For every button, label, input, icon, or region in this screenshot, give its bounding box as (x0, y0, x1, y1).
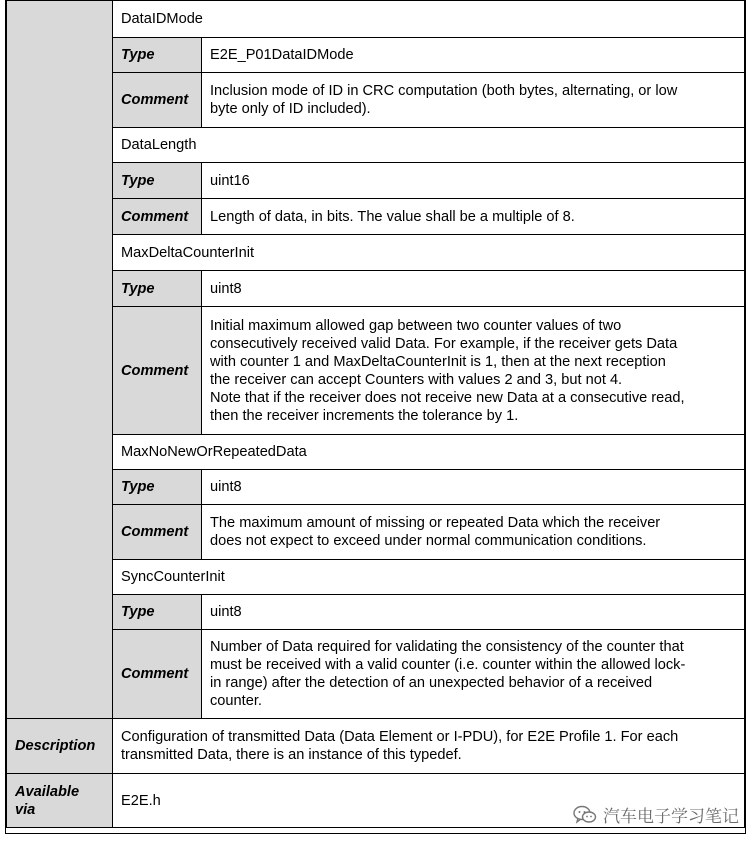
comment-label: Comment (113, 307, 202, 435)
type-value: uint16 (202, 163, 745, 199)
comment-label: Comment (113, 630, 202, 719)
comment-label: Comment (113, 505, 202, 560)
comment-value (202, 630, 745, 719)
comment-line: consecutively received valid Data. For example, if the receiver gets Data (210, 335, 678, 352)
description-line: transmitted Data, there is an instance of this typedef. (121, 747, 462, 763)
available-via-value: E2E.h (113, 774, 745, 828)
description-label: Description (7, 719, 113, 774)
type-value: uint8 (202, 271, 745, 307)
description-line: Configuration of transmitted Data (Data Element or I-PDU), for E2E Profile 1. For each (121, 729, 679, 745)
comment-label: Comment (113, 73, 202, 128)
comment-line: byte only of ID included). (210, 101, 371, 117)
wechat-icon (573, 805, 597, 825)
comment-line: Note that if the receiver does not receive new Data at a consecutive read, (210, 389, 685, 406)
comment-value (202, 307, 745, 435)
comment-label: Comment (113, 199, 202, 235)
comment-line: then the receiver increments the tolerance by 1. (210, 407, 519, 424)
type-label: Type (113, 470, 202, 505)
description-value (113, 719, 745, 774)
available-via-label (7, 774, 113, 828)
element-name: SyncCounterInit (113, 560, 745, 595)
comment-line: Inclusion mode of ID in CRC computation (both bytes, alternating, or low (210, 83, 678, 99)
element-name: DataIDMode (113, 1, 745, 38)
element-name: MaxDeltaCounterInit (113, 235, 745, 271)
comment-line: counter. (210, 693, 262, 709)
type-value: E2E_P01DataIDMode (202, 38, 745, 73)
struct-table (6, 0, 745, 828)
type-label: Type (113, 163, 202, 199)
watermark (573, 802, 739, 827)
element-gutter (7, 1, 113, 719)
element-name: DataLength (113, 128, 745, 163)
comment-line: Initial maximum allowed gap between two counter values of two (210, 317, 622, 334)
type-value: uint8 (202, 470, 745, 505)
type-label: Type (113, 271, 202, 307)
comment-line: Number of Data required for validating the consistency of the counter that (210, 639, 684, 655)
comment-value (202, 73, 745, 128)
available-via-label-line: via (15, 801, 36, 818)
comment-line: does not expect to exceed under normal communication conditions. (210, 533, 647, 549)
watermark-text: 汽车电子学习笔记 (603, 807, 739, 826)
comment-line: must be received with a valid counter (i.e. counter within the allowed lock- (210, 657, 686, 673)
element-name: MaxNoNewOrRepeatedData (113, 435, 745, 470)
type-value: uint8 (202, 595, 745, 630)
comment-line: Length of data, in bits. The value shall be a multiple of 8. (210, 208, 575, 225)
comment-line: with counter 1 and MaxDeltaCounterInit is 1, then at the next reception (210, 353, 666, 370)
available-via-label-line: Available (15, 783, 80, 800)
spec-table (5, 0, 746, 834)
type-label: Type (113, 595, 202, 630)
comment-line: the receiver can accept Counters with values 2 and 3, but not 4. (210, 371, 623, 388)
comment-line: in range) after the detection of an unexpected behavior of a received (210, 675, 653, 691)
comment-value (202, 199, 745, 235)
comment-value (202, 505, 745, 560)
type-label: Type (113, 38, 202, 73)
comment-line: The maximum amount of missing or repeated Data which the receiver (210, 515, 661, 531)
